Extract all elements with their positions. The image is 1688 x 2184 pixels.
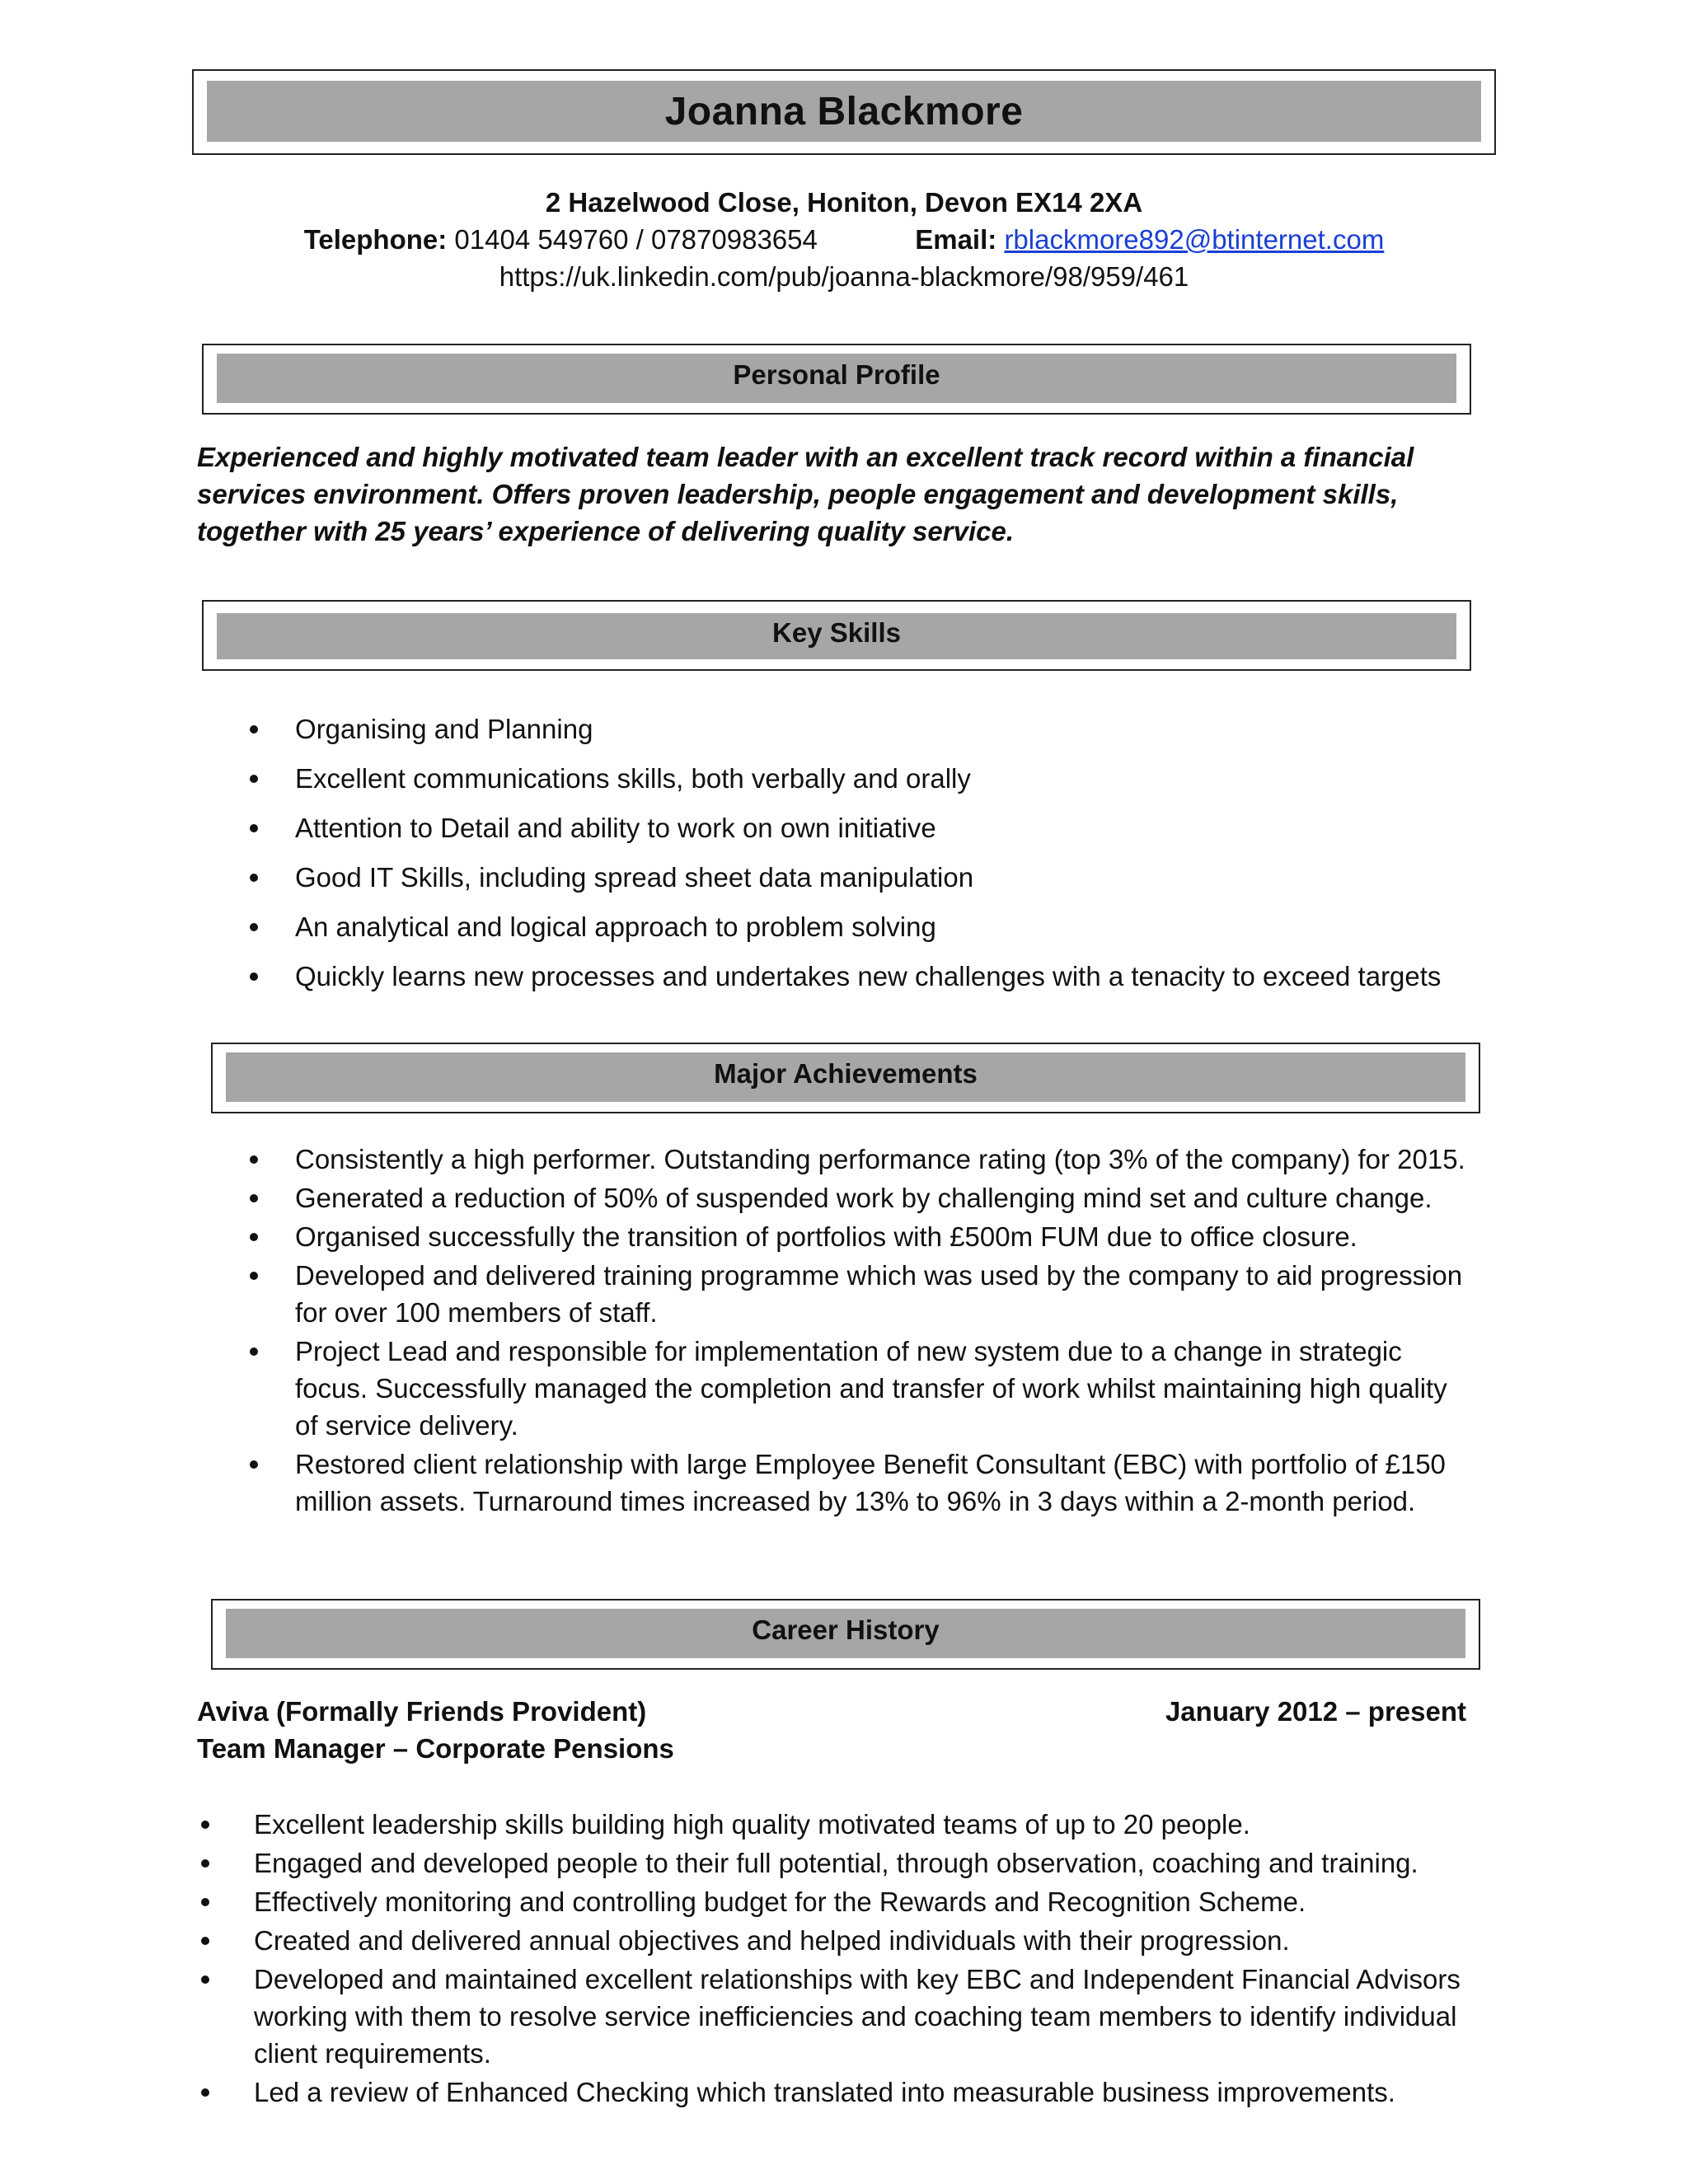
address-line	[0, 184, 1688, 221]
email-label: Email:	[915, 224, 997, 255]
name-banner	[192, 69, 1496, 155]
major-achievements-title: Major Achievements	[226, 1052, 1465, 1102]
key-skills-header	[202, 600, 1471, 671]
address: 2 Hazelwood Close, Honiton, Devon EX14 2XA	[545, 187, 1143, 218]
key-skills-list	[246, 710, 1515, 1007]
list-item: Effectively monitoring and controlling budget for the Rewards and Recognition Scheme.	[254, 1886, 1306, 1917]
personal-profile-header	[202, 344, 1471, 415]
list-item: Attention to Detail and ability to work on own initiative	[295, 813, 936, 843]
list-item: Quickly learns new processes and undertakes new challenges with a tenacity to exceed targets	[295, 961, 1442, 991]
phone-email-line	[0, 221, 1688, 258]
job-title: Team Manager – Corporate Pensions	[197, 1733, 674, 1764]
list-item: Consistently a high performer. Outstanding performance rating (top 3% of the company) for 2015.	[295, 1144, 1465, 1174]
career-history-header	[211, 1599, 1480, 1670]
list-item: Organising and Planning	[295, 714, 593, 744]
telephone-label: Telephone:	[303, 224, 448, 255]
employer: Aviva (Formally Friends Provident)	[197, 1696, 647, 1727]
list-item: An analytical and logical approach to problem solving	[295, 912, 936, 942]
list-item: Developed and delivered training programme which was used by the company to aid progression for over 100 members of staff.	[295, 1260, 1463, 1328]
job-entry	[197, 1693, 1466, 1767]
job-duties-list	[196, 1806, 1498, 2112]
list-item: Project Lead and responsible for implementation of new system due to a change in strategic focus. Successfully managed the completion and transfer of work whilst maintaining high quality of service delivery.	[295, 1336, 1447, 1441]
telephone-value: 01404 549760 / 07870983654	[454, 224, 818, 255]
personal-profile-text: Experienced and highly motivated team leader with an excellent track record within a financial services environment. Offers proven leadership, people engagement and development skills, together with 25 years’ experience of delivering quality service.	[197, 442, 1414, 546]
job-dates: January 2012 – present	[1165, 1696, 1466, 1727]
list-item: Generated a reduction of 50% of suspended work by challenging mind set and culture change.	[295, 1183, 1432, 1213]
candidate-name: Joanna Blackmore	[207, 81, 1481, 142]
career-history-title: Career History	[226, 1609, 1465, 1658]
linkedin-url: https://uk.linkedin.com/pub/joanna-blackmore/98/959/461	[499, 261, 1189, 292]
personal-profile-title: Personal Profile	[217, 354, 1456, 403]
key-skills-title: Key Skills	[217, 613, 1456, 659]
list-item: Created and delivered annual objectives and helped individuals with their progression.	[254, 1925, 1290, 1956]
achievements-list	[246, 1141, 1465, 1521]
linkedin-line	[0, 258, 1688, 295]
list-item: Organised successfully the transition of portfolios with £500m FUM due to office closure.	[295, 1221, 1357, 1252]
major-achievements-header	[211, 1043, 1480, 1113]
list-item: Good IT Skills, including spread sheet data manipulation	[295, 862, 974, 893]
list-item: Engaged and developed people to their full potential, through observation, coaching and training.	[254, 1848, 1418, 1878]
list-item: Restored client relationship with large Employee Benefit Consultant (EBC) with portfolio of £150 million assets. Turnaround times increased by 13% to 96% in 3 days within a 2-month period.	[295, 1449, 1446, 1516]
list-item: Developed and maintained excellent relationships with key EBC and Independent Financial Advisors working with them to resolve service inefficiencies and coaching team members to identify individual client requirements.	[254, 1964, 1461, 2069]
email-link[interactable]: rblackmore892@btinternet.com	[1004, 224, 1385, 255]
list-item: Led a review of Enhanced Checking which translated into measurable business improvements.	[254, 2077, 1395, 2107]
list-item: Excellent communications skills, both verbally and orally	[295, 763, 971, 794]
list-item: Excellent leadership skills building high quality motivated teams of up to 20 people.	[254, 1809, 1250, 1840]
